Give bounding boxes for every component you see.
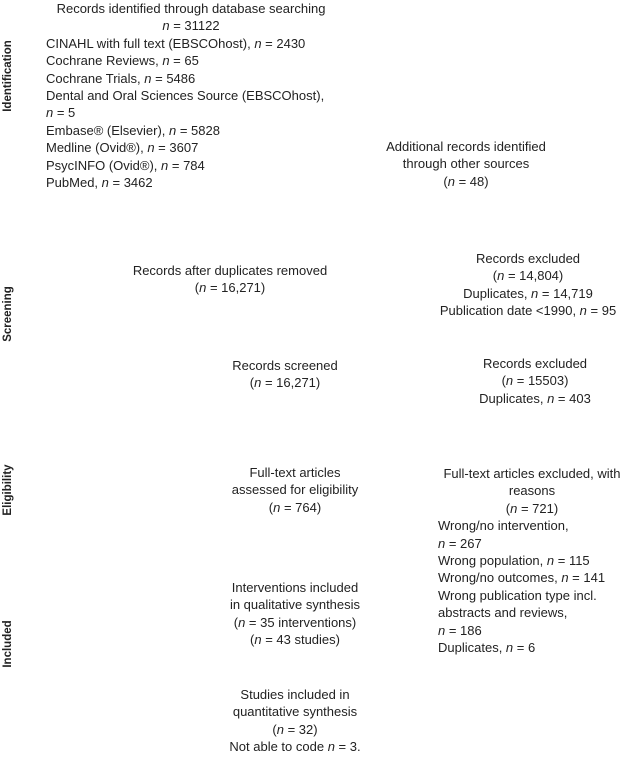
exclusion-reason: Duplicates, n = 6	[438, 640, 536, 656]
box-line: Records excluded	[475, 251, 581, 266]
records-screened-box	[205, 357, 365, 392]
box-line: Records after duplicates removed	[132, 263, 328, 278]
box-line: (n = 48)	[443, 173, 489, 189]
database-item: Cochrane Reviews, n = 65	[46, 53, 199, 69]
database-item: Medline (Ovid®), n = 3607	[46, 140, 199, 156]
stage-eligibility: Eligibility	[2, 464, 14, 516]
box-line: (n = 32)	[272, 721, 318, 737]
box-line: reasons	[508, 483, 556, 499]
box-line: (n = 14,804)	[492, 268, 564, 284]
box-line: (n = 16,271)	[194, 280, 266, 296]
box-line: Publication date <1990, n = 95	[439, 303, 617, 319]
fulltext-excluded-box	[438, 465, 624, 656]
box-line: (n = 721)	[505, 500, 559, 516]
box-line: Records excluded	[482, 356, 588, 371]
database-item: PubMed, n = 3462	[46, 175, 153, 191]
quantitative-synthesis-box	[205, 686, 385, 756]
exclusion-reason: Wrong/no intervention,	[438, 518, 569, 534]
box-line: (n = 16,271)	[249, 375, 321, 391]
box-line: assessed for eligibility	[231, 482, 359, 498]
database-title: Records identified through database searching	[56, 1, 326, 16]
box-line: Additional records identified	[386, 139, 546, 154]
box-line: Interventions included	[231, 580, 359, 595]
exclusion-reason: abstracts and reviews,	[438, 605, 568, 621]
database-total: n = 31122	[162, 18, 220, 34]
box-line: Studies included in	[240, 687, 350, 702]
qualitative-synthesis-box	[205, 579, 385, 649]
database-records-box	[46, 0, 346, 191]
records-excluded-1-box	[428, 250, 628, 320]
box-line: Not able to code n = 3.	[229, 739, 361, 755]
box-line: quantitative synthesis	[232, 704, 358, 720]
box-line: (n = 15503)	[501, 373, 569, 389]
exclusion-reason: Wrong/no outcomes, n = 141	[438, 570, 606, 586]
stage-screening: Screening	[2, 286, 14, 342]
box-line: Duplicates, n = 403	[479, 390, 591, 406]
fulltext-assessed-box	[210, 464, 380, 516]
box-line: Full-text articles excluded, with	[443, 466, 621, 481]
exclusion-reason: n = 267	[438, 535, 482, 551]
box-line: Records screened	[232, 358, 338, 373]
duplicates-removed-box	[110, 262, 350, 297]
box-line: through other sources	[402, 156, 530, 172]
records-excluded-2-box	[455, 355, 615, 407]
exclusion-reason: Wrong publication type incl.	[438, 587, 597, 603]
box-line: in qualitative synthesis	[229, 597, 361, 613]
stage-included: Included	[2, 620, 14, 668]
database-item: CINAHL with full text (EBSCOhost), n = 2430	[46, 35, 306, 51]
box-line: Full-text articles	[249, 465, 341, 480]
database-item: Cochrane Trials, n = 5486	[46, 70, 196, 86]
exclusion-reason: Wrong population, n = 115	[438, 553, 590, 569]
database-item: n = 5	[46, 105, 76, 121]
box-line: (n = 43 studies)	[250, 632, 340, 648]
box-line: Duplicates, n = 14,719	[463, 285, 593, 301]
database-item: Dental and Oral Sciences Source (EBSCOhost),	[46, 88, 325, 104]
database-item: PsycINFO (Ovid®), n = 784	[46, 157, 205, 173]
box-line: (n = 35 interventions)	[233, 614, 357, 630]
other-sources-box	[356, 138, 576, 190]
stage-identification: Identification	[2, 40, 14, 112]
exclusion-reason: n = 186	[438, 622, 482, 638]
database-item: Embase® (Elsevier), n = 5828	[46, 122, 220, 138]
box-line: (n = 764)	[268, 499, 322, 515]
